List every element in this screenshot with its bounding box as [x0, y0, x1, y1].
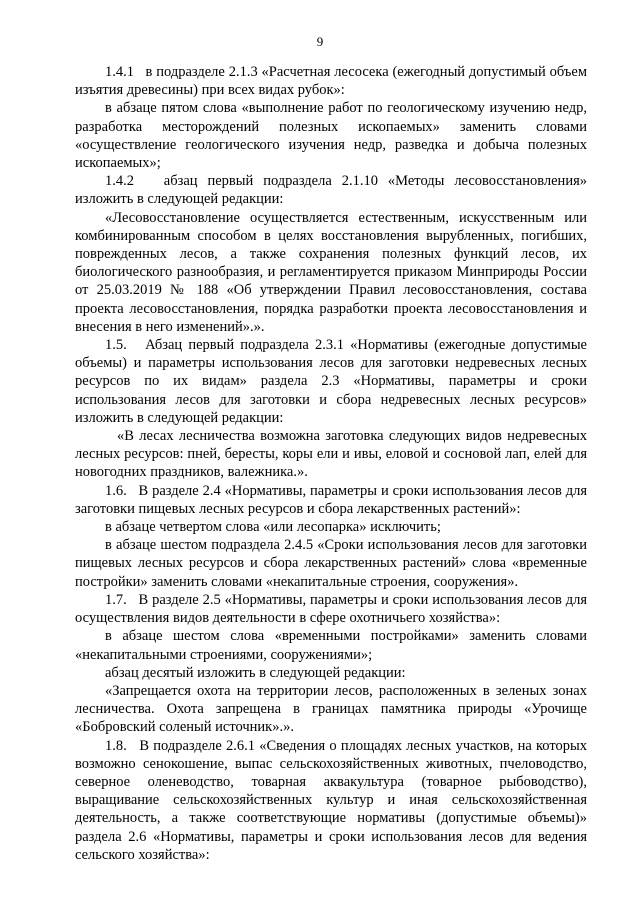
- paragraph-exclude-forest-park: в абзаце четвертом слова «или лесопарка» исключить;: [105, 519, 441, 536]
- paragraph-amendment-geology: в абзаце пятом слова «выполнение работ по геологическому изучению недр, разработка месторождений полезных ископаемых» заменить словами «осуществление геологического изучения недр, разведка и добыча полезных ископаемых»;: [75, 100, 587, 172]
- paragraph-1-5: 1.5. Абзац первый подраздела 2.3.1 «Нормативы (ежегодные допустимые объемы) и параметры использования лесов для заготовки недревесных лесных ресурсов по их видам» раздела 2.3 «Нормативы, параметры и сроки использования лесов для заготовки и сбора недревесных лесных ресурсов» изложить в следующей редакции:: [75, 337, 587, 426]
- paragraph-1-8: 1.8. В подразделе 2.6.1 «Сведения о площадях лесных участков, на которых возможно сенокошение, выпас сельскохозяйственных животных, пчеловодство, северное оленеводство, товарная аквакультура (товарное рыбоводство), выращивание сельскохозяйственных культур и иная сельскохозяйственная деятельность, а также соответствующие нормативы (допустимые объемы)» раздела 2.6 «Нормативы, параметры и сроки использования лесов для ведения сельского хозяйства»:: [75, 737, 587, 863]
- paragraph-tenth-paragraph: абзац десятый изложить в следующей редакции:: [105, 664, 406, 681]
- paragraph-1-7: 1.7. В разделе 2.5 «Нормативы, параметры и сроки использования лесов для осуществления видов деятельности в сфере охотничьего хозяйства»:: [75, 591, 587, 627]
- paragraph-amendment-hunting: в абзаце шестом слова «временными постройками» заменить словами «некапитальными строениями, сооружениями»;: [75, 628, 587, 663]
- paragraph-1-4-1: 1.4.1 в подразделе 2.1.3 «Расчетная лесосека (ежегодный допустимый объем изъятия древесины) при всех видах рубок»:: [75, 64, 587, 99]
- document-body: [75, 63, 587, 864]
- paragraph-quote-reforestation: «Лесовосстановление осуществляется естественным, искусственным или комбинированным способом в целях восстановления вырубленных, погибших, поврежденных лесов, а также сохранения полезных функций лесов, их биологического разнообразия, и регламентируется приказом Минприроды России от 25.03.2019 № 188 «Об утверждении Правил лесовосстановления, состава проекта лесовосстановления, порядка разработки проекта лесовосстановления и внесения в него изменений».».: [75, 209, 587, 335]
- page-number: 9: [316, 34, 324, 49]
- paragraph-quote-non-timber: «В лесах лесничества возможна заготовка следующих видов недревесных лесных ресурсов: пней, бересты, коры ели и ивы, еловой и сосновой лап, елей для новогодних праздников, валежника.».: [75, 428, 587, 481]
- paragraph-amendment-2-4-5: в абзаце шестом подраздела 2.4.5 «Сроки использования лесов для заготовки пищевых лесных ресурсов и сбора лекарственных растений» слова «временные постройки» заменить словами «некапитальные строения, сооружения».: [75, 537, 587, 590]
- paragraph-quote-hunting-ban: «Запрещается охота на территории лесов, расположенных в зеленых зонах лесничества. Охота запрещена в границах памятника природы «Урочище «Бобровский соленый источник».».: [75, 682, 587, 736]
- paragraph-1-6: 1.6. В разделе 2.4 «Нормативы, параметры и сроки использования лесов для заготовки пищевых лесных ресурсов и сбора лекарственных растений»:: [75, 482, 587, 517]
- paragraph-1-4-2: 1.4.2 абзац первый подраздела 2.1.10 «Методы лесовосстановления» изложить в следующей редакции:: [75, 173, 587, 208]
